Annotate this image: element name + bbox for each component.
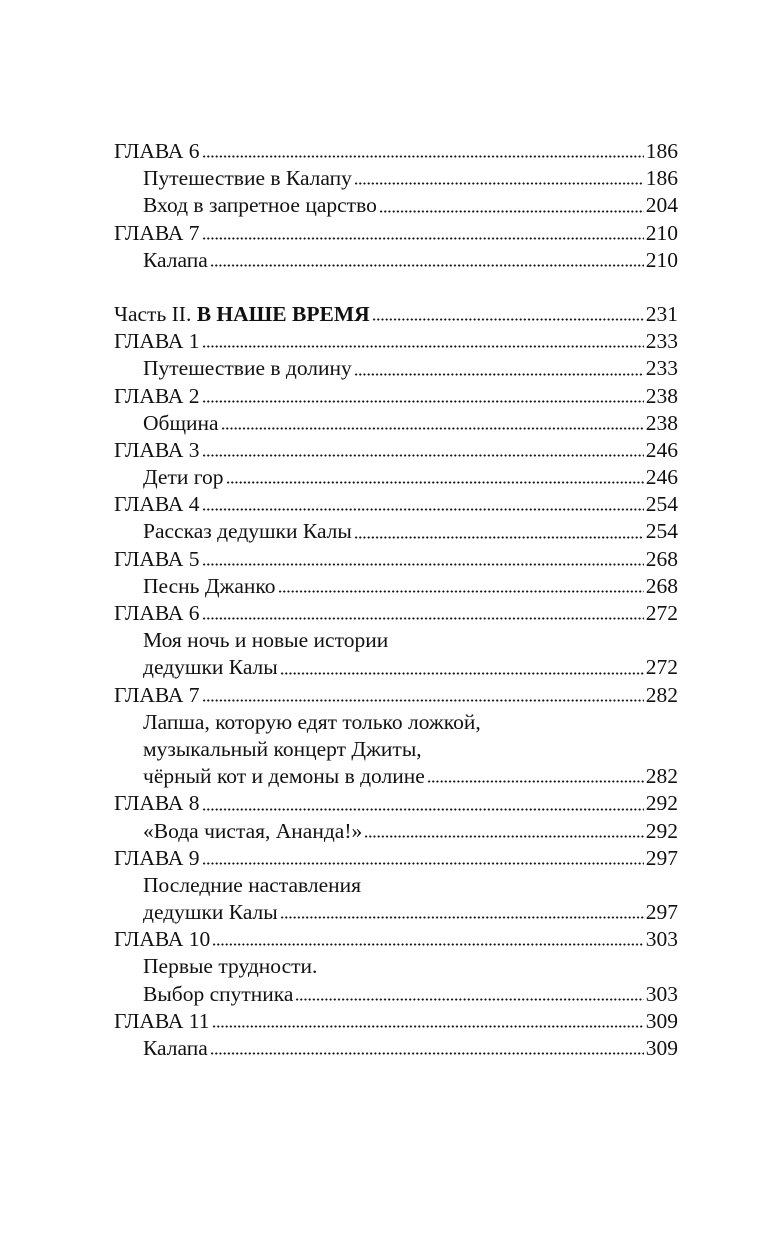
- toc-entry-section: [114, 410, 678, 437]
- dot-leader: [202, 400, 644, 403]
- toc-entry-chapter-7: [114, 682, 678, 709]
- toc-entry-part-2: [114, 301, 678, 328]
- chapter-label: ГЛАВА 5: [114, 546, 200, 571]
- page-number: 292: [645, 818, 678, 843]
- dot-leader: [354, 536, 644, 539]
- page-number: 268: [645, 573, 678, 598]
- chapter-label: ГЛАВА 7: [114, 682, 200, 707]
- toc-entry-section: [114, 654, 678, 681]
- chapter-label: ГЛАВА 2: [114, 383, 200, 408]
- dot-leader: [202, 155, 644, 158]
- page-number: 186: [645, 166, 678, 191]
- page-number: 282: [645, 682, 678, 707]
- page-number: 254: [645, 519, 678, 544]
- toc-entry-section: [114, 192, 678, 219]
- page-number: 210: [645, 220, 678, 245]
- part-prefix: Часть II.: [114, 301, 197, 326]
- toc-entry-section: [114, 165, 678, 192]
- table-of-contents: [114, 138, 678, 1062]
- dot-leader: [202, 617, 644, 620]
- dot-leader: [295, 998, 643, 1001]
- section-label: Калапа: [143, 247, 208, 272]
- dot-leader: [202, 699, 644, 702]
- toc-entry-section: [114, 573, 678, 600]
- dot-leader: [202, 508, 644, 511]
- toc-entry-chapter-6: [114, 600, 678, 627]
- section-label: Выбор спутника: [143, 981, 294, 1006]
- toc-entry-section: [114, 1035, 678, 1062]
- section-label: Калапа: [143, 1036, 208, 1060]
- toc-entry-chapter-6-part1: [114, 138, 678, 165]
- toc-entry-chapter-8: [114, 790, 678, 817]
- section-label: Дети гор: [143, 465, 224, 490]
- chapter-label: ГЛАВА 1: [114, 329, 200, 354]
- toc-entry-section: [114, 818, 678, 845]
- dot-leader: [221, 427, 644, 430]
- section-label: Путешествие в долину: [143, 356, 352, 381]
- page-number: 297: [645, 845, 678, 870]
- toc-entry-section: [114, 763, 678, 790]
- page-number: 282: [645, 764, 678, 789]
- page-number: 303: [645, 981, 678, 1006]
- dot-leader: [280, 916, 644, 919]
- chapter-label: ГЛАВА 10: [114, 927, 211, 952]
- section-label-line: Моя ночь и новые истории: [143, 628, 389, 653]
- toc-entry-section: [114, 899, 678, 926]
- section-label: Песнь Джанко: [143, 573, 276, 598]
- dot-leader: [364, 835, 643, 838]
- section-label: Рассказ дедушки Калы: [143, 519, 352, 544]
- page-number: 309: [645, 1036, 678, 1060]
- toc-entry-section: [114, 464, 678, 491]
- dot-leader: [202, 345, 644, 348]
- dot-leader: [202, 563, 644, 566]
- dot-leader: [226, 481, 644, 484]
- page-number: 268: [645, 546, 678, 571]
- toc-entry-section: [114, 981, 678, 1008]
- chapter-label: ГЛАВА 7: [114, 220, 200, 245]
- toc-entry-chapter-1: [114, 328, 678, 355]
- dot-leader: [278, 590, 644, 593]
- section-label: Вход в запретное царство: [143, 193, 377, 218]
- page-number: 231: [645, 301, 678, 326]
- dot-leader: [212, 943, 643, 946]
- dot-leader: [210, 264, 644, 267]
- section-label-line: Лапша, которую едят только ложкой,: [143, 709, 481, 734]
- chapter-label: ГЛАВА 9: [114, 845, 200, 870]
- toc-entry-chapter-2: [114, 383, 678, 410]
- toc-entry-chapter-10: [114, 926, 678, 953]
- page-number: 210: [645, 247, 678, 272]
- dot-leader: [212, 1025, 644, 1028]
- section-label: дедушки Калы: [143, 655, 278, 680]
- dot-leader: [354, 373, 644, 376]
- toc-entry-chapter-7-part1: [114, 220, 678, 247]
- page-number: 272: [645, 601, 678, 625]
- page-number: 246: [645, 437, 678, 462]
- toc-entry-chapter-9: [114, 845, 678, 872]
- page-number: 272: [645, 655, 678, 680]
- toc-entry-chapter-4: [114, 491, 678, 518]
- dot-leader: [427, 780, 644, 783]
- page-number: 254: [645, 492, 678, 517]
- chapter-label: ГЛАВА 6: [114, 139, 200, 163]
- section-label: «Вода чистая, Ананда!»: [143, 818, 363, 843]
- page-number: 297: [645, 900, 678, 925]
- dot-leader: [354, 182, 644, 185]
- toc-entry-chapter-11: [114, 1008, 678, 1035]
- dot-leader: [202, 862, 644, 865]
- page-number: 238: [645, 410, 678, 435]
- dot-leader: [210, 1052, 644, 1055]
- chapter-label: ГЛАВА 11: [114, 1008, 210, 1033]
- section-label-line: Первые трудности.: [143, 954, 318, 979]
- page-number: 204: [645, 193, 678, 218]
- dot-leader: [202, 808, 644, 811]
- part-label: [114, 301, 370, 328]
- chapter-label: ГЛАВА 4: [114, 492, 200, 517]
- dot-leader: [379, 210, 644, 213]
- dot-leader: [202, 237, 644, 240]
- chapter-label: ГЛАВА 8: [114, 791, 200, 816]
- dot-leader: [372, 318, 644, 321]
- dot-leader: [202, 454, 644, 457]
- page-number: 303: [645, 927, 678, 952]
- section-label-line: Последние наставления: [143, 872, 362, 897]
- section-label: Община: [143, 410, 219, 435]
- chapter-label: ГЛАВА 3: [114, 437, 200, 462]
- section-label: дедушки Калы: [143, 900, 278, 925]
- page-number: 238: [645, 383, 678, 408]
- page-number: 233: [645, 329, 678, 354]
- section-label-line: музыкальный концерт Джиты,: [143, 736, 422, 761]
- toc-entry-chapter-5: [114, 546, 678, 573]
- page-number: 246: [645, 465, 678, 490]
- toc-entry-section: [114, 518, 678, 545]
- toc-entry-section: [114, 355, 678, 382]
- toc-entry-chapter-3: [114, 437, 678, 464]
- page-number: 186: [645, 139, 678, 163]
- page-number: 292: [645, 791, 678, 816]
- section-label: чёрный кот и демоны в долине: [143, 764, 425, 789]
- part-title: В НАШЕ ВРЕМЯ: [196, 301, 370, 326]
- page-number: 309: [645, 1008, 678, 1033]
- chapter-label: ГЛАВА 6: [114, 601, 200, 625]
- toc-entry-section: [114, 247, 678, 274]
- section-label: Путешествие в Калапу: [143, 166, 352, 191]
- dot-leader: [280, 672, 644, 675]
- page-number: 233: [645, 356, 678, 381]
